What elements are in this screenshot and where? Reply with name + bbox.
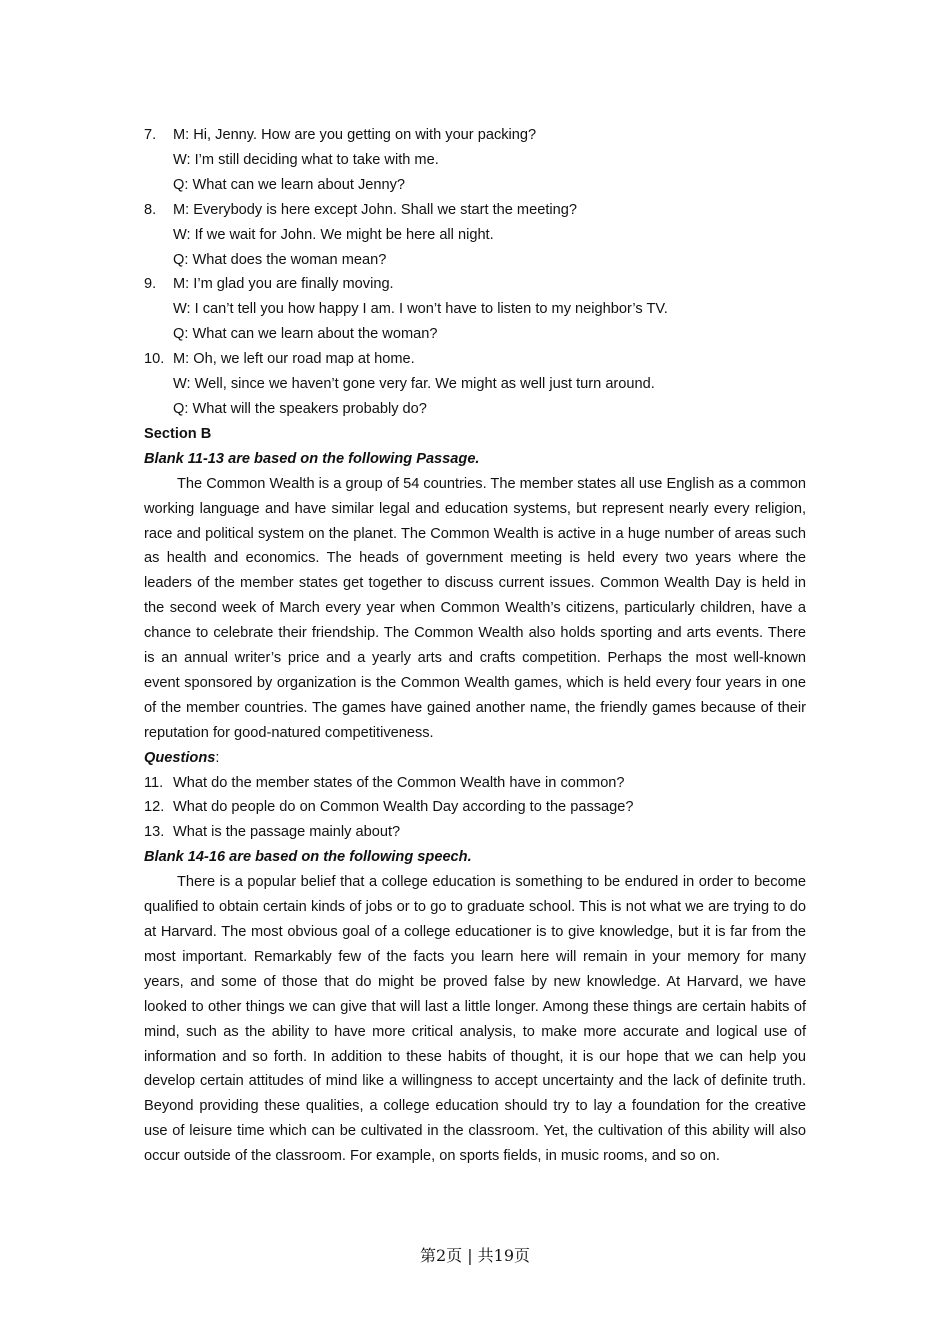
item-number: 13.: [144, 824, 165, 841]
passage-text: The Common Wealth is a group of 54 countries. The member states all use English as a common working language and have similar legal and education systems, but represent nearly every religion, race and political system on the planet. The Common Wealth is active in a huge number of areas such as health and economics. The heads of government meeting is held every two years where the leaders of the member states get together to discuss current issues. Common Wealth Day is held in the second week of March every year when Common Wealth’s citizens, particularly children, have a chance to celebrate their friendship. The Common Wealth also holds sporting and arts events. There is an annual writer’s price and a yearly arts and crafts competition. Perhaps the most well-known event sponsored by organization is the Common Wealth games, which is held every four years in one of the member countries. The games have gained another name, the friendly games because of their reputation for good-natured competitiveness.: [144, 475, 806, 741]
item-number: 9.: [144, 276, 157, 293]
question-text: What do people do on Common Wealth Day according to the passage?: [173, 799, 634, 816]
dialogue-lines: [173, 347, 806, 422]
passage-heading: Blank 11-13 are based on the following Passage.: [144, 450, 480, 467]
dialogue-question: Q: What will the speakers probably do?: [173, 400, 427, 417]
page-content: [144, 123, 806, 1169]
dialogue-line: W: I can’t tell you how happy I am. I won’t have to listen to my neighbor’s TV.: [173, 301, 668, 318]
dialogue-item: [144, 123, 806, 198]
question-item: [144, 771, 806, 796]
passage-text: There is a popular belief that a college education is something to be endured in order to become qualified to obtain certain kinds of jobs or to go to graduate school. This is not what we are trying to do at Harvard. The most obvious goal of a college educationer is to give knowledge, but it is far from the most important. Remarkably few of the facts you learn here will remain in your memory for many years, and some of those that do might be proved false by new knowledge. At Harvard, we have looked to other things we can give that will last a little longer. Among these things are certain habits of mind, such as the ability to have more critical analysis, to make more accurate and logical use of information and so forth. In addition to these habits of thought, it is our hope that we can help you develop certain attitudes of mind like a willingness to accept uncertainty and the lack of definite truth. Beyond providing these qualities, a college education should try to lay a foundation for the creative use of leisure time which can be cultivated in the classroom. Yet, the cultivation of this ability will also occur outside of the classroom. For example, on sports fields, in music rooms, and so on.: [144, 874, 806, 1165]
dialogue-line: M: Hi, Jenny. How are you getting on with your packing?: [173, 127, 537, 143]
dialogue-question: Q: What can we learn about the woman?: [173, 326, 438, 343]
question-list: [144, 771, 806, 846]
dialogue-line: W: Well, since we haven’t gone very far. We might as well just turn around.: [173, 376, 655, 393]
question-item: [144, 820, 806, 845]
dialogue-lines: [173, 272, 806, 347]
dialogue-lines: [173, 198, 806, 273]
dialogue-line: M: I’m glad you are finally moving.: [173, 276, 394, 293]
dialogue-line: M: Everybody is here except John. Shall we start the meeting?: [173, 201, 577, 218]
item-number: 10.: [144, 351, 165, 368]
section-heading: Section B: [144, 425, 212, 442]
passage-heading: Blank 14-16 are based on the following speech.: [144, 849, 472, 866]
dialogue-item: [144, 272, 806, 347]
questions-label-row: [144, 746, 806, 771]
item-number: 7.: [144, 127, 157, 143]
item-number: 11.: [144, 774, 164, 791]
questions-label: Questions: [144, 749, 216, 766]
question-text: What is the passage mainly about?: [173, 824, 401, 841]
dialogue-line: W: If we wait for John. We might be here all night.: [173, 226, 494, 243]
item-number: 8.: [144, 201, 157, 218]
dialogue-question: Q: What does the woman mean?: [173, 251, 387, 268]
dialogue-item: [144, 198, 806, 273]
question-item: [144, 795, 806, 820]
dialogue-line: M: Oh, we left our road map at home.: [173, 351, 415, 368]
dialogue-lines: [173, 123, 806, 198]
dialogue-item: [144, 347, 806, 422]
dialogue-question: Q: What can we learn about Jenny?: [173, 176, 406, 193]
page-footer: 第2页 | 共19页: [419, 1246, 531, 1265]
questions-colon: :: [215, 749, 220, 766]
question-text: What do the member states of the Common Wealth have in common?: [173, 774, 625, 791]
dialogue-line: W: I’m still deciding what to take with me.: [173, 151, 439, 168]
item-number: 12.: [144, 799, 165, 816]
dialogue-list: [144, 123, 806, 422]
